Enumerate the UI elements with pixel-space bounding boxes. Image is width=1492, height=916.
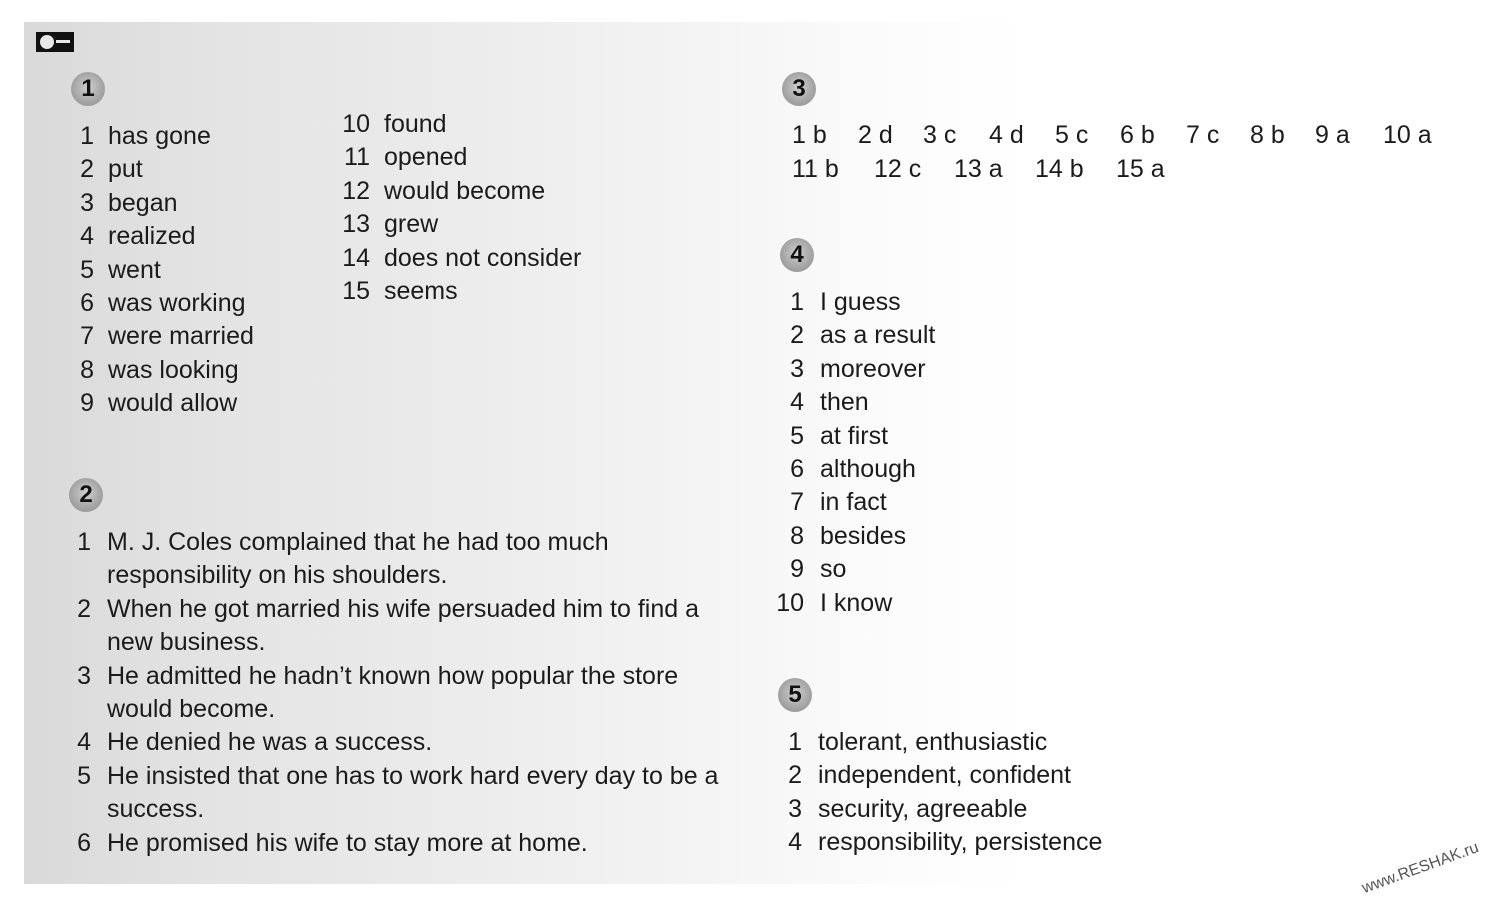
exercise-2-badge: 2 <box>69 478 103 512</box>
list-item: 2 as a result <box>790 321 936 350</box>
answer: 9 a <box>1315 121 1350 149</box>
list-item: 4 realized <box>80 222 196 251</box>
list-item: 4 He denied he was a success. <box>77 728 433 757</box>
answer: 13 a <box>954 155 1003 183</box>
answer: 15 a <box>1116 155 1165 183</box>
site-watermark: www.RESHAK.ru <box>1359 839 1481 898</box>
answer: 4 d <box>989 121 1024 149</box>
exercise-5-list <box>786 726 1102 860</box>
list-item: 7 were married <box>80 322 254 351</box>
list-item: 1 I guess <box>790 288 901 316</box>
exercise-5-badge: 5 <box>778 678 812 712</box>
exercise-3-badge: 3 <box>782 72 816 106</box>
answer: 10 a <box>1383 121 1432 149</box>
answer: 11 b <box>792 155 839 183</box>
list-item: 2 put <box>80 155 143 184</box>
exercise-1-list-left <box>78 120 254 421</box>
list-item: 1 has gone <box>80 122 211 150</box>
answer: 1 b <box>792 121 827 149</box>
list-item: 8 was looking <box>80 355 239 384</box>
answer: 5 c <box>1055 121 1089 149</box>
list-item: 3 security, agreeable <box>788 794 1028 823</box>
list-item: 3 moreover <box>790 354 926 383</box>
exercise-2-list <box>75 526 735 860</box>
exercise-1-badge: 1 <box>71 72 105 106</box>
list-item: 9 would allow <box>80 389 238 418</box>
audio-cd-icon <box>36 32 74 52</box>
list-item: 6 He promised his wife to stay more at home. <box>77 828 588 857</box>
answer: 12 c <box>874 155 922 183</box>
list-item: 3 began <box>80 188 178 217</box>
list-item: 8 besides <box>790 521 907 550</box>
list-item: 2 When he got married his wife persuaded him to find a new business. <box>77 594 699 657</box>
list-item: 4 then <box>790 388 869 417</box>
list-item: 1 tolerant, enthusiastic <box>788 728 1048 756</box>
list-item: 5 He insisted that one has to work hard every day to be a success. <box>77 761 719 824</box>
list-item: 9 so <box>790 555 847 584</box>
list-item: 11 opened <box>344 143 468 172</box>
list-item: 15 seems <box>342 276 458 305</box>
list-item: 13 grew <box>342 210 439 239</box>
list-item: 6 although <box>790 454 916 483</box>
answer: 2 d <box>858 121 893 149</box>
exercise-4-list <box>774 286 935 620</box>
answer: 14 b <box>1035 155 1084 183</box>
list-item: 14 does not consider <box>342 243 582 272</box>
list-item: 6 was working <box>80 288 246 317</box>
list-item: 12 would become <box>342 176 546 205</box>
list-item: 10 found <box>342 110 447 138</box>
answer: 8 b <box>1250 121 1285 149</box>
exercise-4-badge: 4 <box>780 238 814 272</box>
answers-row-1 <box>792 118 1472 152</box>
list-item: 3 He admitted he hadn’t known how popular the store would become. <box>77 661 679 724</box>
list-item: 5 went <box>80 255 161 284</box>
list-item: 1 M. J. Coles complained that he had too much responsibility on his shoulders. <box>77 528 609 590</box>
answers-row-2 <box>792 152 1472 186</box>
answer: 7 c <box>1186 121 1220 149</box>
list-item: 7 in fact <box>790 488 887 517</box>
exercise-1-list-right <box>340 108 581 308</box>
list-item: 4 responsibility, persistence <box>788 828 1103 857</box>
exercise-3-answers <box>792 118 1472 186</box>
list-item: 5 at first <box>790 421 889 450</box>
list-item: 2 independent, confident <box>788 761 1071 790</box>
answer: 6 b <box>1120 121 1155 149</box>
answer: 3 c <box>923 121 957 149</box>
list-item: 10 I know <box>776 588 893 617</box>
